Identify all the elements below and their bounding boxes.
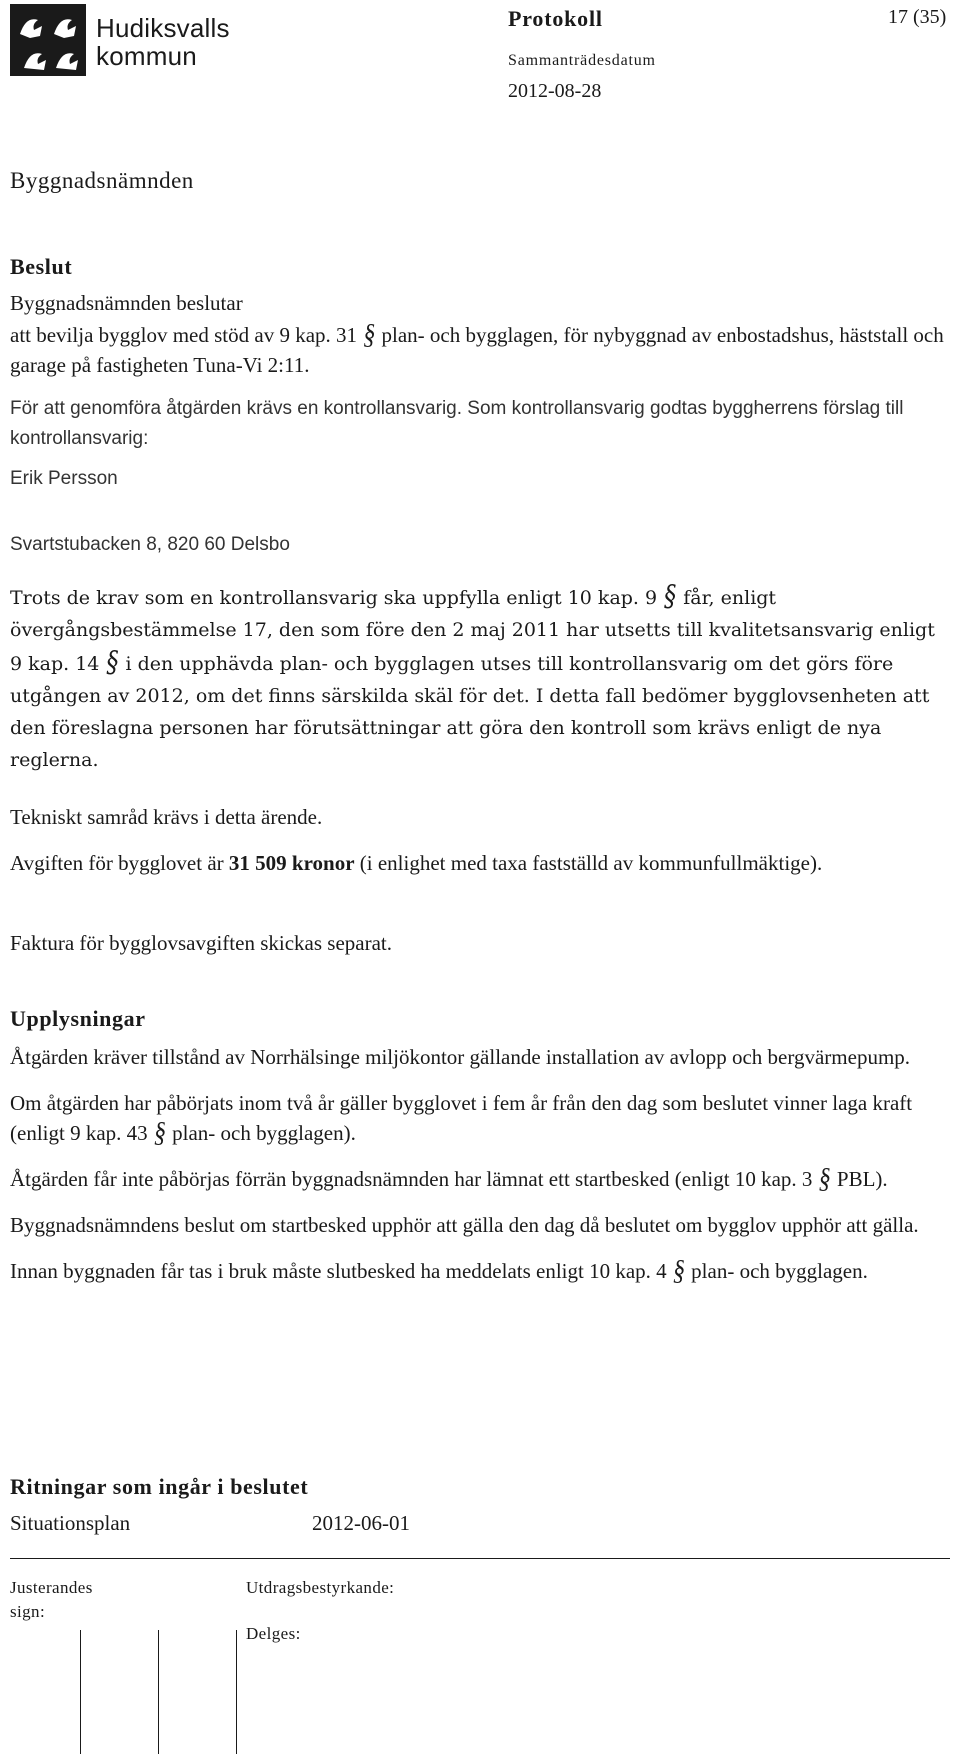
meeting-date: 2012-08-28	[508, 80, 602, 102]
upplysning-2	[10, 1088, 950, 1148]
avgift-text	[10, 848, 950, 878]
logo-text	[96, 14, 230, 70]
avgift-paragraph	[10, 848, 950, 878]
section-mark: §	[153, 1117, 166, 1149]
upplysning-3a: Åtgärden får inte påbörjas förrän byggnadsnämnden har lämnat ett startbesked (enligt 10 kap. 3	[10, 1167, 813, 1191]
kontrollansvarig-text: För att genomföra åtgärden krävs en kontrollansvarig. Som kontrollansvarig godtas byggherrens förslag till kontrollansvarig:	[10, 398, 904, 449]
kontrollansvarig-name	[10, 464, 950, 494]
trots-text	[10, 580, 950, 776]
beslut-heading: Beslut	[10, 254, 73, 279]
upplysning-5a: Innan byggnaden får tas i bruk måste slutbesked ha meddelats enligt 10 kap. 4	[10, 1259, 667, 1283]
beslut-intro: Byggnadsnämnden beslutar	[10, 291, 243, 315]
kontrollansvarig-section	[10, 394, 950, 454]
upplysning-1: Åtgärden kräver tillstånd av Norrhälsinge miljökontor gällande installation av avlopp och bergvärmepump.	[10, 1045, 911, 1069]
avgift-text-a: Avgiften för bygglovet är	[10, 851, 224, 875]
logo-line2: kommun	[96, 41, 197, 71]
person-name: Erik Persson	[10, 468, 118, 489]
ritning-item: Situationsplan	[10, 1511, 131, 1535]
person-address: Svartstubacken 8, 820 60 Delsbo	[10, 534, 290, 555]
section-mark: §	[818, 1163, 831, 1195]
section-mark: §	[363, 319, 376, 351]
kontrollansvarig-address	[10, 530, 950, 560]
trots-paragraph	[10, 580, 950, 776]
section-mark: §	[672, 1255, 685, 1287]
tekniskt-samrad	[10, 802, 950, 832]
delges-label: Delges:	[246, 1624, 301, 1643]
section-mark: §	[664, 579, 677, 613]
justerandes-sign-label: Justerandes sign:	[10, 1578, 93, 1621]
trots-text-b: får, enligt övergångsbestämmelse 17, den som före den 2 maj 2011 har utsetts till kvalitetsansvarig enligt 9 kap. 14	[10, 587, 935, 675]
signature-divider	[158, 1630, 159, 1754]
upplysning-2b: plan- och bygglagen).	[172, 1121, 356, 1145]
upplysning-3	[10, 1164, 950, 1194]
trots-text-a: Trots de krav som en kontrollansvarig ska uppfylla enligt 10 kap. 9	[10, 587, 658, 609]
document-type: Protokoll	[508, 6, 603, 31]
footer-divider	[10, 1558, 950, 1559]
faktura-paragraph	[10, 928, 950, 958]
beslut-decision	[10, 320, 950, 380]
section-mark: §	[106, 645, 119, 679]
avgift-amount: 31 509 kronor	[228, 851, 355, 875]
upplysningar-section	[10, 1042, 950, 1286]
avgift-text-c: (i enlighet med taxa fastställd av kommunfullmäktige).	[359, 851, 823, 875]
ritningar-heading: Ritningar som ingår i beslutet	[10, 1474, 309, 1499]
upplysning-5	[10, 1256, 950, 1286]
upplysning-3b: PBL).	[836, 1167, 888, 1191]
decision-text-a: att bevilja bygglov med stöd av 9 kap. 31	[10, 323, 358, 347]
logo	[10, 4, 250, 76]
signature-divider	[80, 1630, 81, 1754]
logo-line1: Hudiksvalls	[96, 13, 230, 43]
upplysning-2a: Om åtgärden har påbörjats inom två år gäller bygglovet i fem år från den dag som beslutet vinner laga kraft (enligt 9 kap. 43	[10, 1091, 913, 1145]
date-label: Sammanträdesdatum	[508, 52, 656, 69]
ritning-date: 2012-06-01	[312, 1511, 410, 1535]
upplysning-5b: plan- och bygglagen.	[691, 1259, 868, 1283]
page-number: 17 (35)	[888, 6, 947, 28]
decision-text-b: plan- och bygglagen, för nybyggnad av enbostadshus, häststall och garage på fastigheten Tuna-Vi 2:11.	[10, 323, 944, 377]
signature-divider	[236, 1630, 237, 1754]
upplysning-4: Byggnadsnämndens beslut om startbesked upphör att gälla den dag då beslutet om bygglov upphör att gälla.	[10, 1213, 919, 1237]
beslut-section	[10, 288, 950, 380]
committee-name: Byggnadsnämnden	[10, 168, 194, 193]
upplysningar-heading: Upplysningar	[10, 1006, 146, 1031]
faktura-text: Faktura för bygglovsavgiften skickas separat.	[10, 931, 392, 955]
goat-crest-icon	[10, 4, 86, 76]
utdragsbestyrkande-label: Utdragsbestyrkande:	[246, 1578, 395, 1597]
trots-text-c: i den upphävda plan- och bygglagen utses till kontrollansvarig om det görs före utgången av 2012, om det finns särskilda skäl för det. I detta fall bedömer bygglovsenheten att den föreslagna personen har förutsättningar att göra den kontroll som krävs enligt de nya reglerna.	[10, 653, 930, 771]
tekniskt-samrad-text: Tekniskt samråd krävs i detta ärende.	[10, 805, 323, 829]
